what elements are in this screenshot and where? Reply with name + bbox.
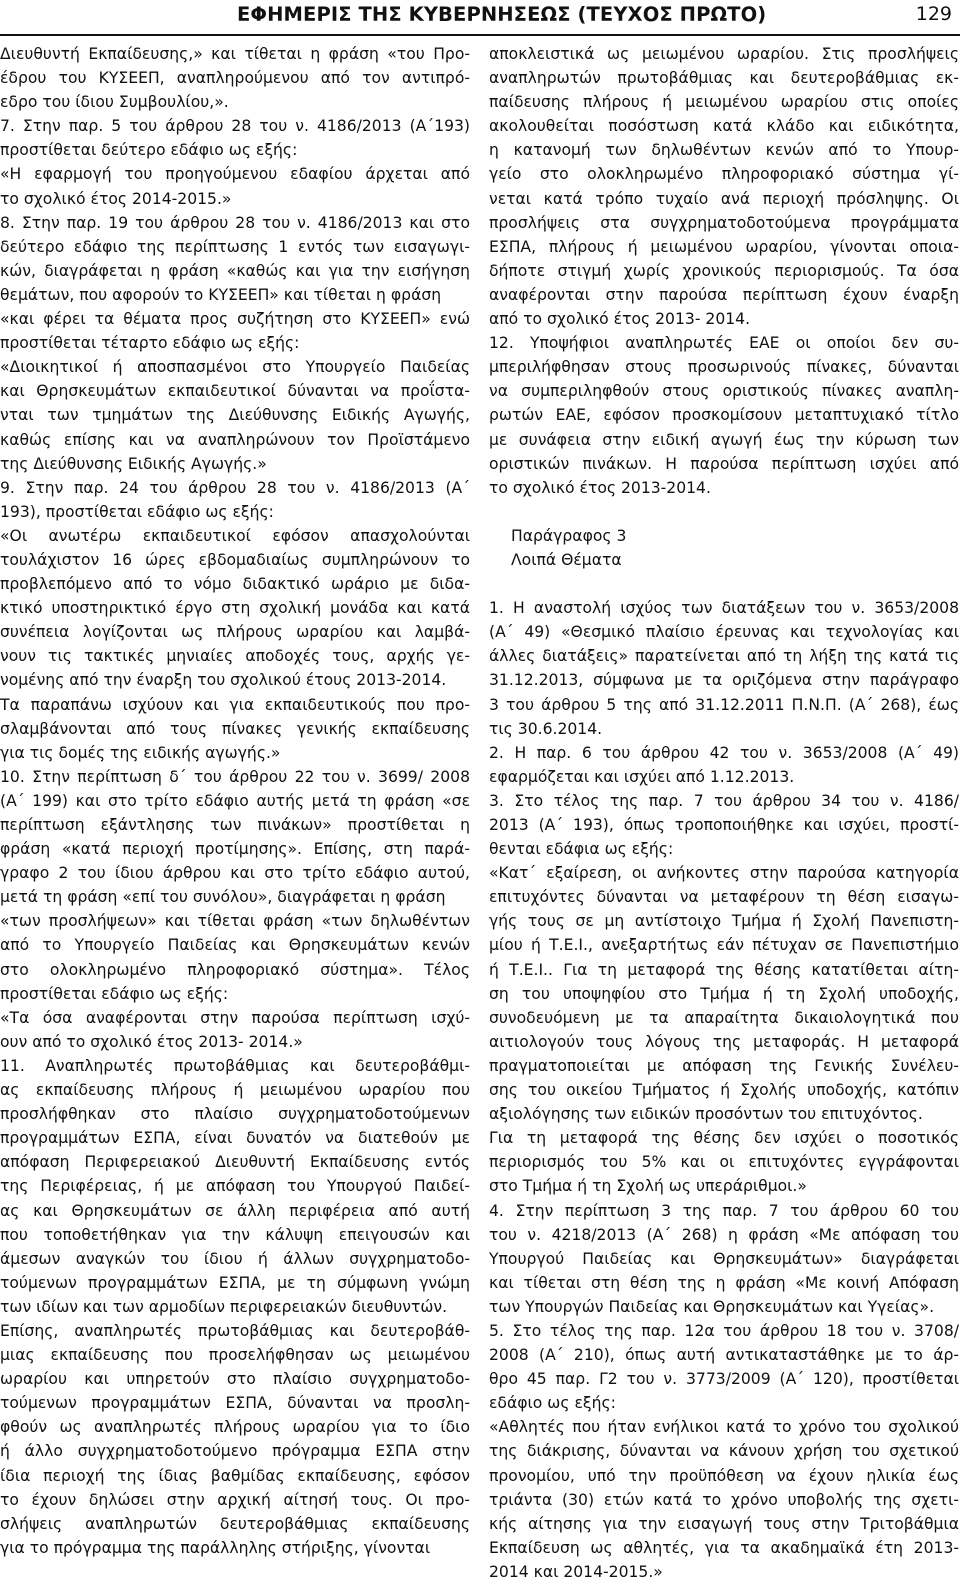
text-line: 2008 (Α΄ 210), όπως αυτή αντικαταστάθηκε με το άρ- (489, 1346, 959, 1365)
text-line: (Α΄ 199) και στο τρίτο εδάφιο αυτής μετά τη φράση «σε (0, 791, 470, 810)
text-line: προσλήφθηκαν στο πλαίσιο συγχρηματοδοτούμενων (0, 1105, 470, 1124)
text-line: αιτιολογούν τους λόγους της μεταφοράς. Η μεταφορά (489, 1032, 959, 1051)
text-line: 11. Αναπληρωτές πρωτοβάθμιας και δευτεροβάθμι- (0, 1056, 470, 1075)
text-line: ας και Θρησκευμάτων σε άλλη περιφέρεια από αυτή (0, 1201, 470, 1220)
text-line: αναπληρωτών πρωτοβάθμιας και δευτεροβάθμιας εκ- (489, 69, 959, 88)
header-rule (0, 34, 960, 36)
paragraph-gap (489, 572, 959, 596)
text-line: από το Υπουργείο Παιδείας και Θρησκευμάτων κενών (0, 936, 470, 955)
text-line: εδρο του ίδιου Συμβουλίου,». (0, 93, 229, 112)
text-line: για το πρόγραμμα της παράλληλης στήριξης, γίνονται (0, 1538, 431, 1557)
text-line: γής τους σε μη αντίστοιχο Τμήμα ή Σχολή Πανεπιστη- (489, 912, 959, 931)
text-line: γραφο 2 του ίδιου άρθρου και στο τρίτο εδάφιο αυτού, (0, 864, 470, 883)
text-line: ίδια περιοχή της ίδιας βαθμίδας εκπαίδευσης, εφόσον (0, 1466, 470, 1485)
text-line: φράση «κατά περιοχή προτίμησης». Επίσης, στη παρά- (0, 840, 470, 859)
text-line: προβλεπόμενο από το νόμο διδακτικό ωράριο με διδα- (0, 575, 470, 594)
text-line: θενται εδάφια ως εξής: (489, 840, 674, 859)
text-line: νομένης από την έναρξη του σχολικού έτους 2013-2014. (0, 671, 447, 690)
text-line: οριστικών πινάκων. Η παρούσα περίπτωση ισχύει από (489, 454, 959, 473)
text-line: του ν. 4218/2013 (Α΄ 268) η φράση «Με απόφαση του (489, 1225, 959, 1244)
page-header (0, 0, 960, 34)
section-heading: Λοιπά Θέματα (511, 550, 622, 569)
text-line: ουν από το σχολικό έτος 2013- 2014.» (0, 1032, 303, 1051)
text-line: (Α΄ 49) «Θεσμικό πλαίσιο έρευνας και τεχνολογίας και (489, 623, 959, 642)
text-line: των ιδίων και των αρμοδίων περιφερειακών διευθυντών. (0, 1297, 448, 1316)
text-line: επιτυχόντες δύνανται να μεταφέρουν τη θέση εισαγω- (489, 888, 959, 907)
text-line: δεύτερο εδάφιο της περίπτωσης 1 εντός των εισαγωγι- (0, 237, 470, 256)
text-line: «Κατ΄ εξαίρεση, οι ανήκοντες στην παρούσα κατηγορία (489, 864, 959, 883)
text-line: απόφαση Περιφερειακού Διευθυντή Εκπαίδευσης εντός (0, 1153, 470, 1172)
text-line: 3. Στο τέλος της παρ. 7 του άρθρου 34 του ν. 4186/ (489, 791, 959, 810)
text-line: «Η εφαρμογή του προηγούμενου εδαφίου άρχεται από (0, 165, 470, 184)
text-line: 193), προστίθεται εδάφιο ως εξής: (0, 502, 274, 521)
text-line: τριάντα (30) ετών κατά το χρόνο υποβολής της σχετι- (489, 1490, 959, 1509)
text-line: προσλήψεις στα συγχρηματοδοτούμενα προγράμματα (489, 213, 959, 232)
text-line: «των προσλήψεων» και τίθεται φράση «των δηλωθέντων (0, 912, 470, 931)
text-line: από το σχολικό έτος 2013- 2014. (489, 310, 751, 329)
text-line: πραγματοποιείται με απόφαση της Γενικής Συνέλευ- (489, 1056, 959, 1075)
text-line: 3 του άρθρου 5 της από 31.12.2011 Π.Ν.Π. (Α΄ 268), έως (489, 695, 959, 714)
text-line: ρωτών ΕΑΕ, εφόσον προσκομίσουν μεταπτυχιακό τίτλο (489, 406, 959, 425)
text-line: ακολουθείται ποσόστωση κατά κλάδο και ειδικότητα, (489, 117, 959, 136)
text-line: 2013 (Α΄ 193), όπως τροποποιήθηκε και ισχύει, προστί- (489, 816, 959, 834)
text-line: μετά τη φράση «επί του συνόλου», διαγράφεται η φράση (0, 888, 446, 907)
section-heading: Παράγραφος 3 (511, 526, 627, 545)
text-line: 4. Στην περίπτωση 3 της παρ. 7 του άρθρου 60 του (489, 1201, 959, 1220)
text-line: ΕΣΠΑ, πλήρους ή μειωμένου ωραρίου, γίνονται οποια- (489, 237, 959, 256)
text-line: 31.12.2013, σύμφωνα με τα οριζόμενα στην παράγραφο (489, 671, 959, 690)
text-line: νουν τις τακτικές μηνιαίες αποδοχές τους, αρχής γε- (0, 647, 470, 666)
text-line: μίου ή Τ.Ε.Ι., ανεξαρτήτως εάν πέτυχαν σε Πανεπιστήμιο (489, 936, 959, 955)
text-line: τις 30.6.2014. (489, 719, 603, 738)
text-line: της διάκρισης, δύνανται να κάνουν χρήση του σχετικού (489, 1442, 959, 1461)
text-line: προστίθεται δεύτερο εδάφιο ως εξής: (0, 141, 298, 160)
text-line: και τίθεται στη θέση της η φράση «Με κοινή Απόφαση (489, 1273, 959, 1292)
text-line: 9. Στην παρ. 24 του άρθρου 28 του ν. 4186/2013 (Α΄ (0, 478, 470, 497)
text-line: τουλάχιστον 16 ώρες εβδομαδιαίως συμπληρώνουν το (0, 550, 470, 569)
page-number: 129 (915, 3, 952, 25)
text-line: ας εκπαίδευσης πλήρους ή μειωμένου ωραρίου που (0, 1081, 470, 1100)
text-line: προστίθεται τέταρτο εδάφιο ως εξής: (0, 334, 300, 353)
text-line: Τα παραπάνω ισχύουν και για εκπαιδευτικούς που προ- (0, 695, 470, 714)
text-line: για τις δομές της ειδικής αγωγής.» (0, 743, 281, 762)
text-line: της Περιφέρειας, ή με απόφαση του Υπουργού Παιδεί- (0, 1177, 470, 1196)
text-line: να συμπεριληφθούν στους οριστικούς πίνακες αναπλη- (489, 382, 959, 401)
text-line: τούμενων προγραμμάτων ΕΣΠΑ, με τη σύμφωνη γνώμη (0, 1273, 470, 1292)
text-line: ση του υποψηφίου στο Τμήμα ή τη Σχολή υποδοχής, (489, 984, 959, 1003)
text-line: το σχολικό έτος 2013-2014. (489, 478, 711, 497)
text-line: προγραμμάτων ΕΣΠΑ, είναι δυνατόν να διατεθούν με (0, 1129, 470, 1148)
text-line: φθούν ως αναπληρωτές πλήρους ωραρίου για το ίδιο (0, 1418, 470, 1437)
text-line: στο ολοκληρωμένο πληροφοριακό σύστημα». Τέλος (0, 960, 470, 979)
text-line: με συνάφεια στην ειδική αγωγή έως την κύρωση των (489, 430, 959, 449)
text-line: «Οι ανωτέρω εκπαιδευτικοί εφόσον απασχολούνται (0, 526, 470, 545)
text-line: και Θρησκευμάτων εκπαιδευτικοί δύνανται να προΐστα- (0, 382, 470, 401)
text-line: ή Τ.Ε.Ι.. Για τη μεταφορά της θέσης κατατίθεται αίτη- (489, 960, 959, 979)
text-line: άμεσων αναγκών του ίδιου ή άλλων συγχρηματοδο- (0, 1249, 470, 1268)
text-line: Επίσης, αναπληρωτές πρωτοβάθμιας και δευτεροβάθ- (0, 1321, 470, 1340)
text-line: σλήψεις αναπληρωτών δευτεροβάθμιας εκπαίδευσης (0, 1514, 470, 1533)
text-line: «Διοικητικοί ή αποσπασμένοι στο Υπουργείο Παιδείας (0, 358, 470, 377)
text-line: γείο στο ολοκληρωμένο πληροφοριακό σύστημα γί- (489, 165, 959, 184)
text-line: θρο 45 παρ. Γ2 του ν. 3773/2009 (Α΄ 120), προστίθεται (489, 1370, 959, 1389)
text-line: της Διεύθυνσης Ειδικής Αγωγής.» (0, 454, 267, 473)
text-line: μιας εκπαίδευσης που προσελήφθησαν ως μειωμένου (0, 1346, 470, 1365)
text-line: εδάφιο ως εξής: (489, 1394, 616, 1413)
text-line: το σχολικό έτος 2014-2015.» (0, 189, 232, 208)
text-line: κής αίτησης για την εισαγωγή τους στην Τριτοβάθμια (489, 1514, 959, 1533)
left-column (0, 42, 470, 1560)
text-line: μπεριλήφθησαν στους προσωρινούς πίνακες, δύνανται (489, 358, 959, 377)
text-line: Υπουργού Παιδείας και Θρησκευμάτων» διαγράφεται (489, 1249, 959, 1268)
text-line: που τοποθετήθηκαν για την κάλυψη επειγουσών και (0, 1225, 470, 1244)
text-line: Εκπαίδευση ως αθλητές, για τα ακαδημαϊκά έτη 2013- (489, 1538, 959, 1557)
text-line: αναφέρονται στην παρούσα περίπτωση έχουν έναρξη (489, 285, 959, 304)
text-line: νται των τμημάτων της Διεύθυνσης Ειδικής Αγωγής, (0, 406, 470, 425)
text-line: 2. Η παρ. 6 του άρθρου 42 του ν. 3653/2008 (Α΄ 49) (489, 743, 959, 762)
text-line: καθώς επίσης και να αναπληρώνουν τον Προϊστάμενο (0, 430, 470, 449)
text-line: τούμενων προγραμμάτων ΕΣΠΑ, δύνανται να προσλη- (0, 1394, 470, 1413)
text-line: προστίθεται εδάφιο ως εξής: (0, 984, 229, 1003)
text-line: των Υπουργών Παιδείας και Θρησκευμάτων και Υγείας». (489, 1297, 935, 1316)
text-line: σλαμβάνονται από τους πίνακες γενικής εκπαίδευσης (0, 719, 470, 738)
text-line: Για τη μεταφορά της θέσης δεν ισχύει ο ποσοτικός (489, 1129, 959, 1148)
text-line: 1. Η αναστολή ισχύος των διατάξεων του ν. 3653/2008 (489, 599, 959, 618)
text-line: προνομίου, υπό την προϋπόθεση να έχουν ηλικία έως (489, 1466, 959, 1485)
text-line: αξιολόγησης των ειδικών προσόντων του επιτυχόντος. (489, 1105, 923, 1124)
text-line: 5. Στο τέλος της παρ. 12α του άρθρου 18 του ν. 3708/ (489, 1321, 959, 1340)
paragraph-gap (489, 500, 959, 524)
text-line: «Αθλητές που ήταν ενήλικοι κατά το χρόνο του σχολικού (489, 1418, 959, 1437)
text-line: 12. Υποψήφιοι αναπληρωτές ΕΑΕ οι οποίοι δεν συ- (489, 334, 959, 353)
text-line: 2014 και 2014-2015.» (489, 1562, 663, 1581)
text-line: εφαρμόζεται και ισχύει από 1.12.2013. (489, 767, 795, 786)
text-line: η κατανομή των δηλωθέντων κενών από το Υπουρ- (489, 141, 959, 160)
text-line: συνοδευόμενη με τα απαραίτητα δικαιολογητικά που (489, 1008, 959, 1027)
text-line: Διευθυντή Εκπαίδευσης,» και τίθεται η φράση «του Προ- (0, 45, 470, 63)
text-line: «Τα όσα αναφέρονται στην παρούσα περίπτωση ισχύ- (0, 1008, 470, 1027)
text-line: κών, διαγράφεται η φράση «καθώς και για την εισήγηση (0, 261, 470, 280)
text-line: παίδευσης πλήρους ή μειωμένου ωραρίου στις οποίες (489, 93, 959, 112)
text-line: 7. Στην παρ. 5 του άρθρου 28 του ν. 4186/2013 (Α΄193) (0, 117, 470, 136)
right-column (489, 42, 959, 1584)
text-line: ή άλλο συγχρηματοδοτούμενο πρόγραμμα ΕΣΠΑ στην (0, 1442, 470, 1461)
text-line: θεμάτων, που αφορούν το ΚΥΣΕΕΠ» και τίθεται η φράση (0, 285, 442, 304)
text-line: δήποτε στιγμή χωρίς χρονικούς περιορισμούς. Τα όσα (489, 261, 959, 280)
text-line: άλλες διατάξεις» παρατείνεται από τη λήξη της κατά τις (489, 647, 959, 666)
text-line: νεται κατά τρόπο τυχαίο ανά περιοχή πρόσληψης. Οι (489, 189, 959, 208)
text-line: «και φέρει τα θέματα προς συζήτηση στο ΚΥΣΕΕΠ» ενώ (0, 310, 470, 329)
text-line: έδρου του ΚΥΣΕΕΠ, αναπληρούμενου από τον αντιπρό- (0, 69, 470, 88)
header-title: ΕΦΗΜΕΡΙΣ ΤΗΣ ΚΥΒΕΡΝΗΣΕΩΣ (ΤΕΥΧΟΣ ΠΡΩΤΟ) (237, 3, 767, 26)
text-line: το έχουν δηλώσει στην αρχική αίτησή τους. Οι προ- (0, 1490, 470, 1509)
text-line: περίπτωση εξάντλησης των πινάκων» προστίθεται η (0, 816, 470, 834)
text-line: στο Τμήμα ή τη Σχολή ως υπεράριθμοι.» (489, 1177, 807, 1196)
text-line: περιορισμός του 5% και οι επιτυχόντες εγγράφονται (489, 1153, 959, 1172)
text-line: 10. Στην περίπτωση δ΄ του άρθρου 22 του ν. 3699/ 2008 (0, 767, 470, 786)
text-line: 8. Στην παρ. 19 του άρθρου 28 του ν. 4186/2013 και στο (0, 213, 470, 232)
text-line: ωραρίου και υπηρετούν στο πλαίσιο συγχρηματοδο- (0, 1370, 470, 1389)
text-line: σης του οικείου Τμήματος ή Σχολής υποδοχής, κατόπιν (489, 1081, 959, 1100)
text-line: συνέπεια λογίζονται ως πλήρους ωραρίου και λαμβά- (0, 623, 470, 642)
text-line: αποκλειστικά ως μειωμένου ωραρίου. Στις προσλήψεις (489, 45, 959, 63)
text-line: κτικό υποστηρικτικό έργο στη σχολική μονάδα και κατά (0, 599, 470, 618)
